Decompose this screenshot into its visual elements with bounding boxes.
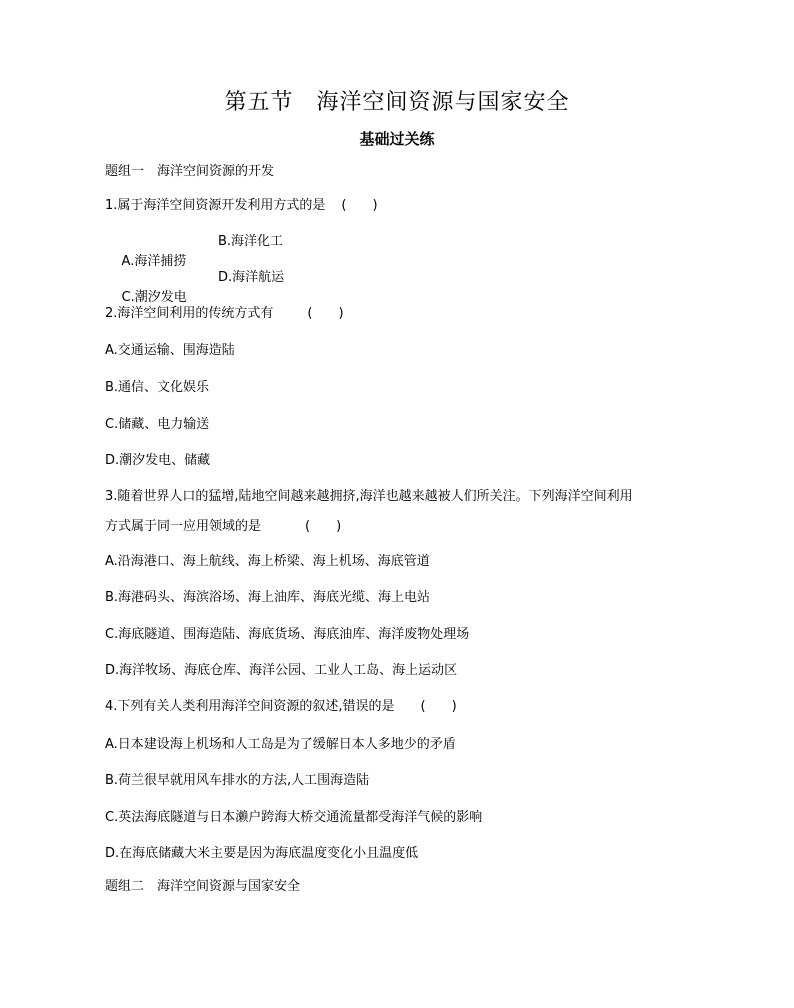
question-2-option-c[interactable]: C.储藏、电力输送: [105, 417, 210, 432]
question-1-option-c[interactable]: C.潮汐发电: [121, 290, 187, 305]
question-2-answer-blank: ( ): [307, 306, 344, 321]
question-4-option-b[interactable]: B.荷兰很早就用风车排水的方法,人工围海造陆: [105, 773, 370, 788]
question-3-option-c[interactable]: C.海底隧道、围海造陆、海底货场、海底油库、海洋废物处理场: [105, 627, 470, 642]
question-4-option-a[interactable]: A.日本建设海上机场和人工岛是为了缓解日本人多地少的矛盾: [105, 737, 456, 752]
question-3-option-d[interactable]: D.海洋牧场、海底仓库、海洋公园、工业人工岛、海上运动区: [105, 663, 458, 678]
question-1-answer-blank: ( ): [341, 198, 378, 213]
question-3-option-a[interactable]: A.沿海港口、海上航线、海上桥梁、海上机场、海底管道: [105, 554, 430, 569]
question-3-stem-line-1: 3.随着世界人口的猛增,陆地空间越来越拥挤,海洋也越来越被人们所关注。下列海洋空间利用: [105, 489, 633, 504]
question-4-text: 4.下列有关人类利用海洋空间资源的叙述,错误的是: [105, 699, 395, 714]
page-title: 第五节 海洋空间资源与国家安全: [224, 90, 570, 115]
question-2-option-b[interactable]: B.通信、文化娱乐: [105, 380, 210, 395]
question-2-text: 2.海洋空间利用的传统方式有: [105, 306, 274, 321]
question-4-answer-blank: ( ): [420, 699, 457, 714]
question-4-stem: [105, 697, 457, 717]
question-3-stem-line-2: [105, 517, 341, 537]
question-1-option-d[interactable]: D.海洋航运: [218, 270, 285, 285]
question-1-option-a[interactable]: A.海洋捕捞: [121, 254, 187, 269]
group-heading-1: 题组一 海洋空间资源的开发: [105, 164, 275, 179]
group-heading-2: 题组二 海洋空间资源与国家安全: [105, 879, 301, 894]
question-3-answer-blank: ( ): [305, 519, 342, 534]
question-2-option-a[interactable]: A.交通运输、围海造陆: [105, 343, 235, 358]
question-3-option-b[interactable]: B.海港码头、海滨浴场、海上油库、海底光缆、海上电站: [105, 590, 431, 605]
question-4-option-c[interactable]: C.英法海底隧道与日本濑户跨海大桥交通流量都受海洋气候的影响: [105, 810, 483, 825]
question-4-option-d[interactable]: D.在海底储藏大米主要是因为海底温度变化小且温度低: [105, 846, 419, 861]
question-2-option-d[interactable]: D.潮汐发电、储藏: [105, 453, 211, 468]
question-2-stem: [105, 304, 344, 324]
question-3-text: 方式属于同一应用领域的是: [105, 519, 262, 534]
question-1-stem: [105, 196, 378, 216]
question-1-text: 1.属于海洋空间资源开发利用方式的是: [105, 198, 326, 213]
question-1-option-b[interactable]: B.海洋化工: [218, 234, 284, 249]
section-subtitle: 基础过关练: [359, 130, 435, 148]
